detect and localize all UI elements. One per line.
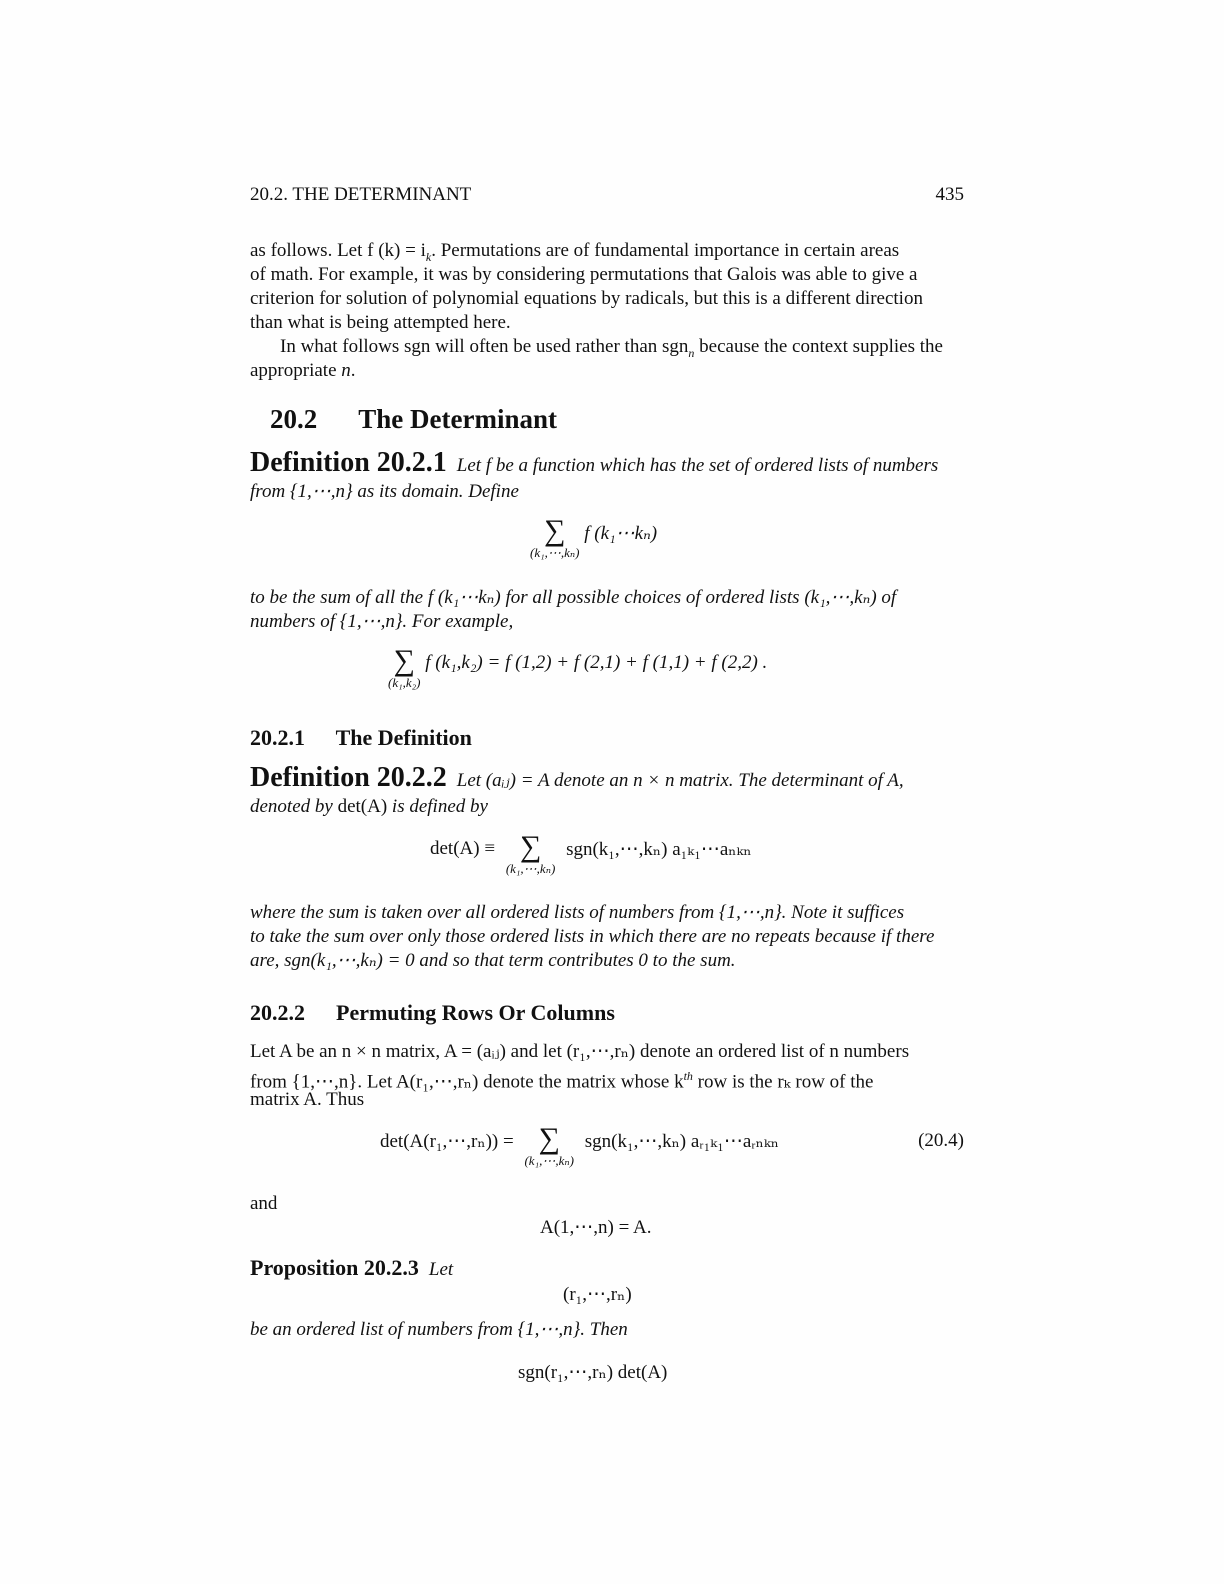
summation-symbol: ∑ (k₁,k₂) [388, 644, 421, 690]
summation-symbol: ∑ (k₁,⋯,kₙ) [505, 830, 556, 876]
definition-text: Let (aᵢⱼ) = A denote an n × n matrix. The determinant of A, [456, 770, 904, 791]
definition-text: Let f be a function which has the set of ordered lists of numbers [456, 455, 939, 476]
definition-1-after-line-2: numbers of {1,⋯,n}. For example, [250, 611, 514, 632]
determinant-definition-equation: det(A) ≡ ∑ (k₁,⋯,kₙ) sgn(k₁,⋯,kₙ) a₁ₖ₁⋯aₙₖₙ [430, 830, 752, 876]
intro-para2-line-2: appropriate n. [250, 360, 356, 381]
proposition-expression: sgn(r₁,⋯,rₙ) det(A) [518, 1362, 668, 1383]
intro-line-1: as follows. Let f $(k) = i_k$. Permutations are of fundamental importance in certain areas [250, 240, 900, 264]
definition-2-after-line-3: are, sgn(k₁,⋯,kₙ) = 0 and so that term contributes 0 to the sum. [250, 950, 736, 971]
running-title: 20.2. THE DETERMINANT [250, 184, 472, 205]
subsection-heading-permuting: 20.2.2 Permuting Rows Or Columns [250, 1000, 615, 1025]
intro-line-4: than what is being attempted here. [250, 312, 511, 333]
permuted-determinant-equation: det(A(r₁,⋯,rₙ)) = ∑ (k₁,⋯,kₙ) sgn(k₁,⋯,kₙ) aᵣ₁ₖ₁⋯aᵣₙₖₙ [380, 1122, 779, 1168]
subsection-heading-definition: 20.2.1 The Definition [250, 725, 472, 750]
definition-20-2-1 [250, 447, 938, 479]
permuting-line-1: Let A be an n × n matrix, A = (aᵢⱼ) and let (r₁,⋯,rₙ) denote an ordered list of n numbers [250, 1041, 910, 1062]
proposition-line: be an ordered list of numbers from {1,⋯,n}. Then [250, 1319, 628, 1340]
permuting-line-2: from {1,⋯,n}. Let A(r₁,⋯,rₙ) denote the matrix whose $k^{th}$ row is the rₖ row of the [250, 1069, 874, 1093]
summation-symbol: ∑ (k₁,⋯,kₙ) [524, 1122, 574, 1168]
definition-label: Definition 20.2.2 [250, 762, 447, 793]
definition-label: Definition 20.2.1 [250, 447, 447, 478]
equation-number: (20.4) [918, 1130, 964, 1151]
intro-para2-line-1: In what follows sgn will often be used rather than sgn$_n$ because the context supplies the [280, 336, 943, 360]
sum-example-equation: ∑ (k₁,k₂) f (k₁,k₂) = f (1,2) + f (2,1) + f (1,1) + f (2,2) . [388, 644, 768, 690]
and-text: and [250, 1193, 278, 1214]
section-heading [270, 404, 557, 435]
intro-line-3: criterion for solution of polynomial equations by radicals, but this is a different direction [250, 288, 923, 309]
proposition-list: (r₁,⋯,rₙ) [563, 1284, 632, 1305]
definition-1-after-line-1: to be the sum of all the f (k₁⋯kₙ) for all possible choices of ordered lists (k₁,⋯,kₙ) of [250, 587, 897, 608]
permuting-line-3: matrix A. Thus [250, 1089, 365, 1110]
section-title: The Determinant [358, 404, 557, 434]
definition-2-after-line-1: where the sum is taken over all ordered lists of numbers from {1,⋯,n}. Note it suffices [250, 902, 905, 923]
proposition-label: Proposition 20.2.3 [250, 1255, 419, 1280]
definition-20-2-2 [250, 762, 904, 794]
summation-symbol: ∑ (k₁,⋯,kₙ) [530, 514, 580, 560]
intro-line-2: of math. For example, it was by considering permutations that Galois was able to give a [250, 264, 918, 285]
sum-equation-1: ∑ (k₁,⋯,kₙ) f (k₁⋯kₙ) [530, 514, 658, 560]
definition-2-line-2: denoted by det(A) is defined by [250, 796, 488, 817]
identity-equation: A(1,⋯,n) = A. [540, 1217, 652, 1238]
section-number: 20.2 [270, 404, 318, 434]
definition-2-after-line-2: to take the sum over only those ordered lists in which there are no repeats because if there [250, 926, 935, 947]
running-header [250, 184, 964, 206]
definition-1-line-2: from {1,⋯,n} as its domain. Define [250, 481, 519, 502]
page-number: 435 [935, 184, 964, 205]
proposition-20-2-3: Proposition 20.2.3 Let [250, 1255, 454, 1280]
